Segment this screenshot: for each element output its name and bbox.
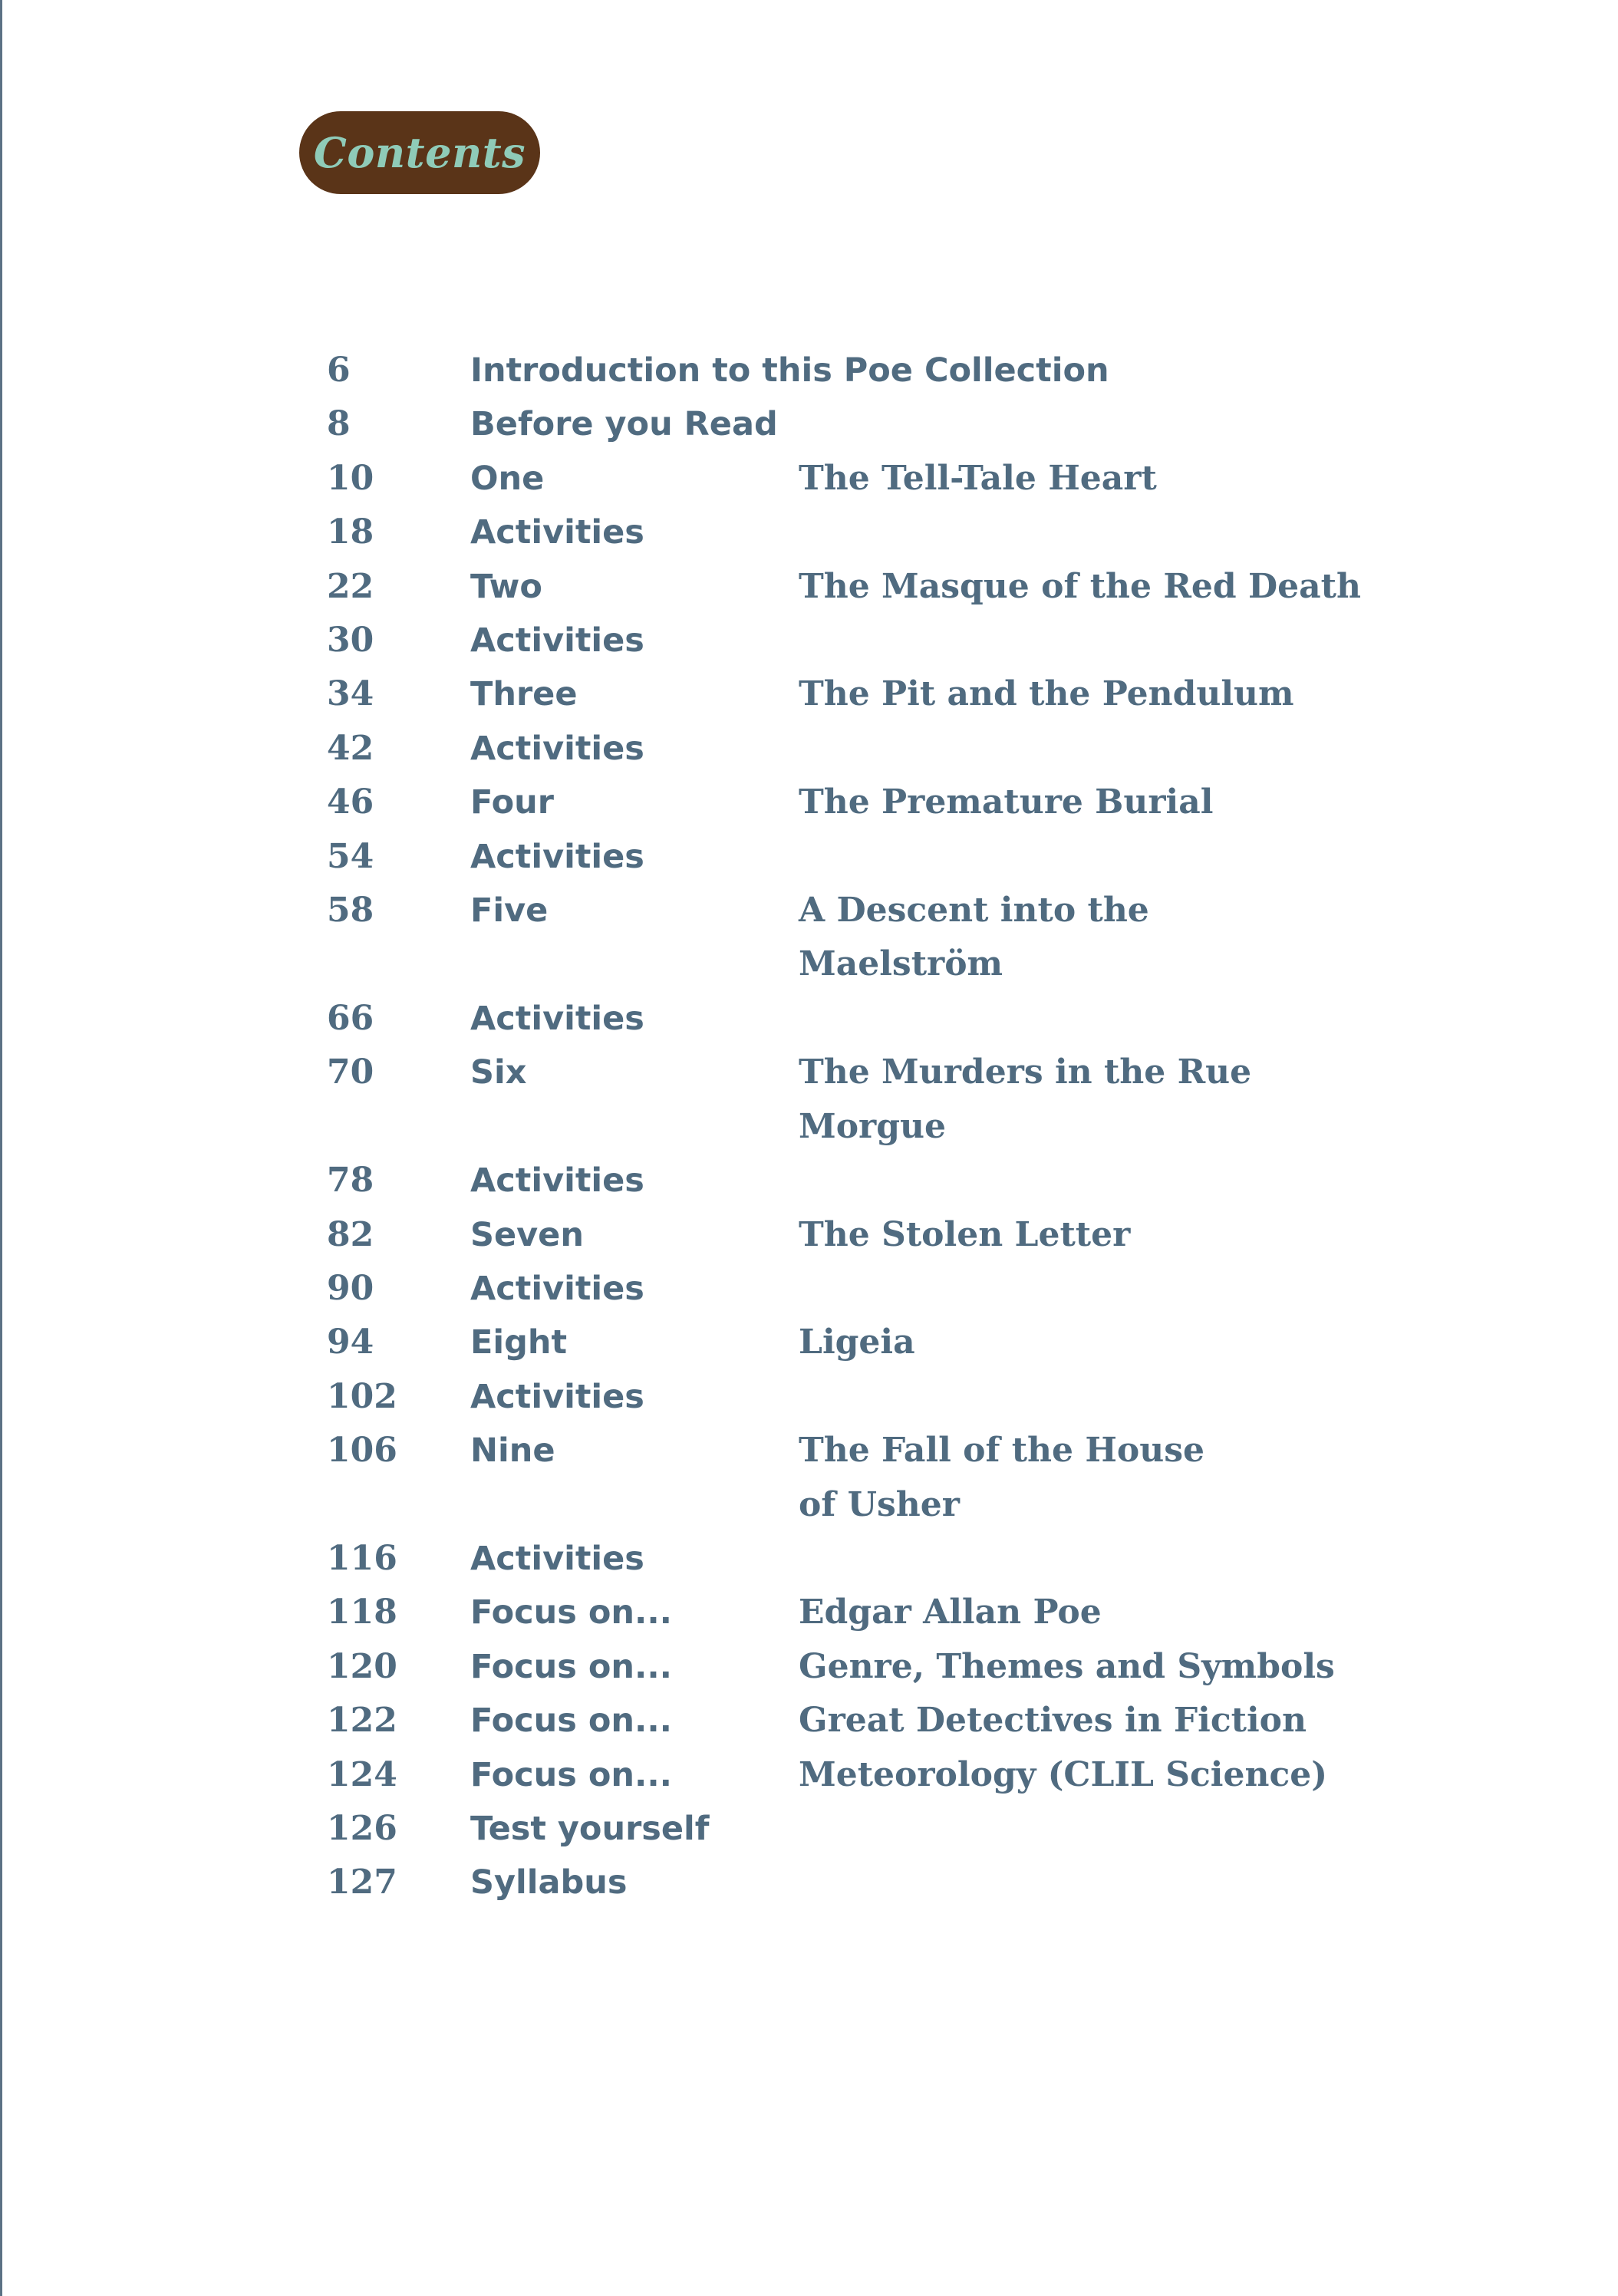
toc-section-label: Activities [470,1269,644,1308]
toc-story-title [799,1640,1335,1694]
toc-story-title-line: The Pit and the Pendulum [799,674,1294,714]
toc-page-number: 42 [327,728,374,768]
toc-story-title [799,1046,1251,1154]
toc-section-label: Focus on... [470,1647,672,1686]
toc-story-title [799,667,1294,721]
toc-section-label: Two [470,567,542,606]
toc-section-label: Activities [470,1539,644,1578]
toc-section-label: Introduction to this Poe Collection [470,351,1109,390]
toc-entry [327,1262,1585,1316]
toc-story-title [799,1424,1204,1532]
toc-entry [327,1208,1585,1262]
toc-page-number: 58 [327,891,374,931]
toc-section-label: Focus on... [470,1593,672,1632]
toc-page-number: 102 [327,1376,397,1416]
toc-entry [327,1748,1585,1802]
toc-story-title-line: Maelström [799,944,1003,984]
toc-entry [327,614,1585,667]
toc-entry [327,722,1585,776]
toc-story-title [799,1694,1307,1748]
toc-page-number: 90 [327,1268,374,1308]
page-edge-rule [0,0,2,2296]
toc-page-number: 82 [327,1214,374,1254]
toc-story-title-line: The Murders in the Rue [799,1052,1252,1092]
toc-page-number: 127 [327,1863,397,1902]
toc-page-number: 6 [327,351,351,390]
toc-entry [327,667,1585,721]
toc-section-label: Four [470,783,554,822]
contents-heading-badge [299,111,540,194]
toc-section-label: Activities [470,837,644,876]
toc-page-number: 30 [327,621,374,660]
toc-story-title [799,1208,1130,1262]
toc-story-title-line: Ligeia [799,1323,915,1362]
toc-entry [327,506,1585,559]
toc-page-number: 66 [327,998,374,1038]
toc-entry [327,1154,1585,1207]
toc-page-number: 22 [327,566,374,606]
toc-page-number: 94 [327,1323,374,1362]
toc-section-label: Three [470,675,578,714]
toc-entry [327,1370,1585,1424]
toc-page-number: 46 [327,782,374,822]
toc-entry [327,560,1585,614]
toc-page-number: 10 [327,458,374,498]
toc-page-number: 118 [327,1593,397,1632]
toc-page-number: 120 [327,1646,397,1686]
toc-section-label: Activities [470,729,644,768]
toc-entry [327,452,1585,506]
toc-story-title [799,452,1157,506]
toc-story-title [799,1586,1102,1639]
toc-story-title-line: Great Detectives in Fiction [799,1701,1307,1741]
toc-section-label: Test yourself [470,1809,710,1848]
toc-section-label: Activities [470,621,644,660]
toc-section-label: Nine [470,1431,555,1471]
toc-section-label: Syllabus [470,1863,628,1902]
toc-entry [327,1424,1585,1532]
toc-entry [327,397,1585,451]
toc-section-label: Activities [470,1377,644,1416]
toc-story-title-line: A Descent into the [799,891,1149,931]
toc-entry [327,1640,1585,1694]
toc-section-label: Focus on... [470,1701,672,1741]
toc-page-number: 34 [327,674,374,714]
toc-entry [327,884,1585,992]
toc-story-title-line: Meteorology (CLIL Science) [799,1754,1328,1794]
toc-page-number: 124 [327,1754,397,1794]
toc-page-number: 8 [327,404,351,444]
toc-story-title-line: The Fall of the House [799,1431,1205,1471]
toc-section-label: Six [470,1053,527,1092]
toc-story-title [799,884,1149,992]
toc-page-number: 54 [327,836,374,876]
toc-page-number: 70 [327,1052,374,1092]
toc-section-label: Eight [470,1323,568,1362]
toc-story-title [799,776,1213,829]
toc-entry [327,1046,1585,1154]
toc-entry [327,1532,1585,1586]
toc-section-label: Five [470,891,549,931]
toc-section-label: Activities [470,1161,644,1201]
toc-entry [327,1694,1585,1748]
toc-page-number: 78 [327,1161,374,1201]
toc-entry [327,992,1585,1046]
toc-entry [327,1586,1585,1639]
toc-section-label: One [470,459,545,498]
toc-story-title-line: The Premature Burial [799,782,1214,822]
toc-page-number: 18 [327,512,374,552]
toc-story-title-line: Edgar Allan Poe [799,1593,1102,1632]
toc-story-title [799,1316,915,1369]
toc-page-number: 122 [327,1701,397,1741]
toc-entry [327,1802,1585,1856]
toc-story-title-line: The Stolen Letter [799,1214,1131,1254]
toc-story-title-line: The Masque of the Red Death [799,566,1361,606]
toc-section-label: Focus on... [470,1755,672,1794]
toc-story-title-line: Morgue [799,1106,946,1146]
toc-section-label: Activities [470,513,644,552]
toc-story-title-line: of Usher [799,1484,960,1524]
toc-section-label: Seven [470,1215,584,1254]
toc-entry [327,344,1585,397]
toc-page-number: 106 [327,1431,397,1471]
toc-page-number: 116 [327,1538,397,1578]
table-of-contents [327,344,1585,1910]
toc-story-title [799,1748,1327,1802]
toc-section-label: Before you Read [470,405,778,444]
toc-story-title [799,560,1361,614]
toc-page-number: 126 [327,1808,397,1848]
toc-entry [327,776,1585,829]
toc-story-title-line: Genre, Themes and Symbols [799,1646,1335,1686]
toc-entry [327,1856,1585,1909]
toc-entry [327,830,1585,884]
contents-heading: Contents [313,128,526,177]
toc-entry [327,1316,1585,1369]
toc-section-label: Activities [470,999,644,1038]
toc-story-title-line: The Tell-Tale Heart [799,458,1157,498]
